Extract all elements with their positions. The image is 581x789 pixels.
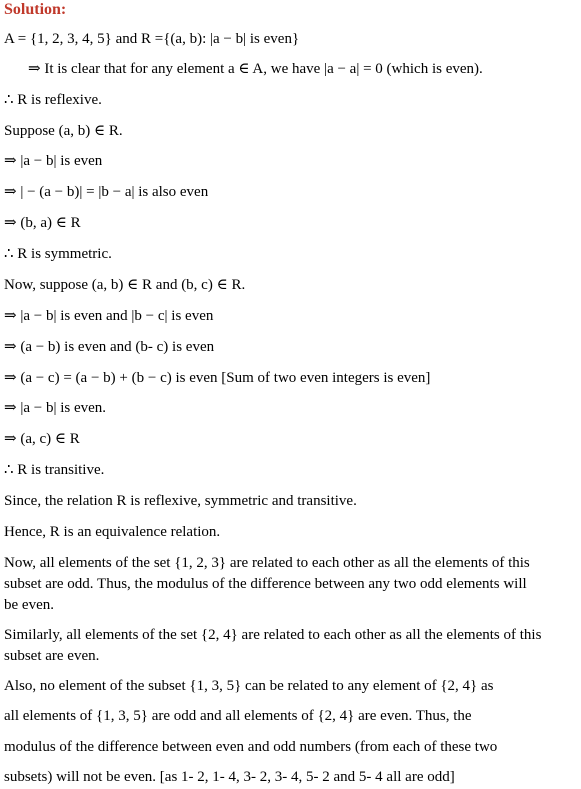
text-line: A = {1, 2, 3, 4, 5} and R ={(a, b): |a − b| is even} — [4, 31, 300, 47]
text-line: ⇒ |a − b| is even and |b − c| is even — [4, 308, 214, 324]
text-line: modulus of the difference between even and odd numbers (from each of these two — [4, 739, 498, 755]
text-line: Hence, R is an equivalence relation. — [4, 524, 221, 540]
text-line: Since, the relation R is reflexive, symmetric and transitive. — [4, 493, 357, 509]
text-line: Suppose (a, b) ∈ R. — [4, 123, 123, 139]
text-line: be even. — [4, 597, 54, 613]
text-line: ⇒ (b, a) ∈ R — [4, 215, 81, 231]
text-line: ⇒ |a − b| is even — [4, 153, 103, 169]
text-line: ∴ R is reflexive. — [4, 92, 102, 108]
text-line: Now, suppose (a, b) ∈ R and (b, c) ∈ R. — [4, 277, 246, 293]
solution-heading: Solution: — [4, 1, 67, 18]
text-line: ⇒ It is clear that for any element a ∈ A, we have |a − a| = 0 (which is even). — [28, 61, 483, 77]
text-line: all elements of {1, 3, 5} are odd and all elements of {2, 4} are even. Thus, the — [4, 708, 472, 724]
text-line: subsets) will not be even. [as 1- 2, 1- 4, 3- 2, 3- 4, 5- 2 and 5- 4 all are odd] — [4, 769, 455, 785]
text-line: Similarly, all elements of the set {2, 4} are related to each other as all the elements of this — [4, 627, 542, 643]
text-line: ⇒ |a − b| is even. — [4, 400, 107, 416]
text-line: Now, all elements of the set {1, 2, 3} are related to each other as all the elements of this — [4, 555, 530, 571]
text-line: Also, no element of the subset {1, 3, 5} can be related to any element of {2, 4} as — [4, 678, 494, 694]
text-line: ⇒ (a − b) is even and (b- c) is even — [4, 339, 215, 355]
text-line: subset are odd. Thus, the modulus of the difference between any two odd elements will — [4, 576, 527, 592]
text-line: ⇒ | − (a − b)| = |b − a| is also even — [4, 184, 209, 200]
text-line: subset are even. — [4, 648, 100, 664]
text-line: ∴ R is symmetric. — [4, 246, 112, 262]
text-line: ∴ R is transitive. — [4, 462, 105, 478]
text-line: ⇒ (a, c) ∈ R — [4, 431, 80, 447]
text-line: ⇒ (a − c) = (a − b) + (b − c) is even [Sum of two even integers is even] — [4, 370, 431, 386]
